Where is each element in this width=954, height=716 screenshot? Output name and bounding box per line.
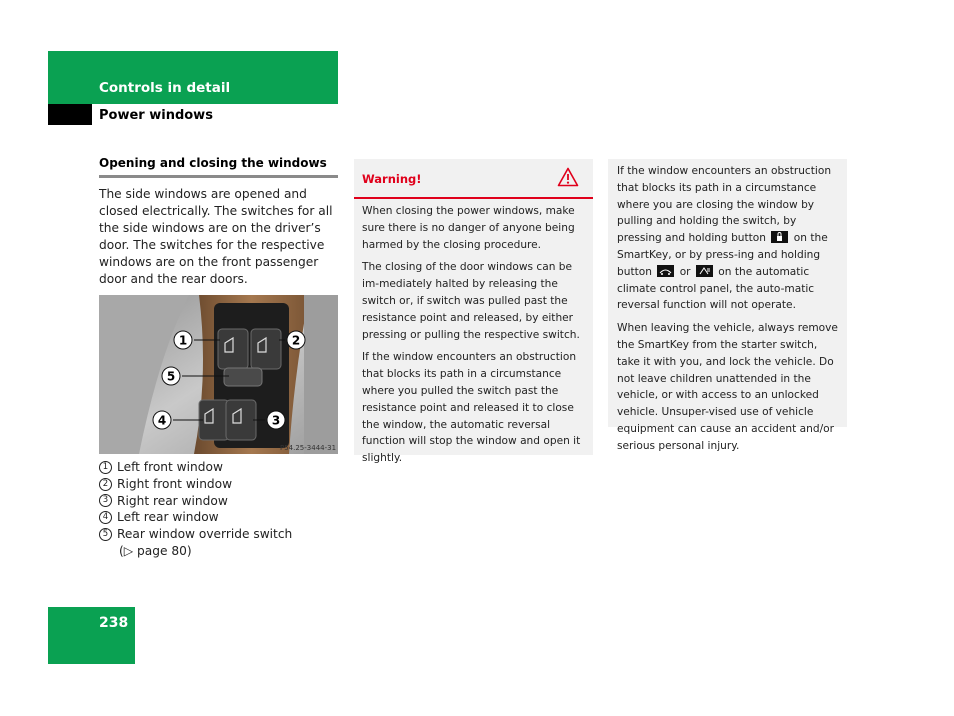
page-reference-link[interactable]: (▷ page 80) xyxy=(119,543,192,558)
legend-number: 1 xyxy=(99,461,112,474)
legend-item xyxy=(99,476,338,493)
warning-body xyxy=(362,203,587,473)
subsection-title: Power windows xyxy=(99,108,213,123)
warning-triangle-icon xyxy=(557,167,579,187)
header-band xyxy=(48,51,338,104)
legend-number: 3 xyxy=(99,494,112,507)
text-segment: on the SmartKey, or by press-ing and holding button xyxy=(617,232,828,278)
intro-paragraph: The side windows are opened and closed electrically. The switches for all the side windows are on the driver’s door. The switches for the respective windows are on the front passenger door and the rear doors. xyxy=(99,187,333,286)
legend-text: Left front window xyxy=(117,460,223,474)
warning-header xyxy=(354,159,593,199)
warning-box xyxy=(354,159,593,465)
legend-number: 4 xyxy=(99,511,112,524)
warning-paragraph: If the window encounters an obstruction that blocks its path in a circumstance where you pulled the switch past the resistance point and released it to close the window, the automatic reversal function will stop the window and open it slightly. xyxy=(362,351,581,465)
legend-number: 2 xyxy=(99,478,112,491)
legend-number: 5 xyxy=(99,528,112,541)
air-recirculation-button-icon xyxy=(696,265,713,277)
callout-5: 5 xyxy=(166,369,176,384)
text-segment: If the window encounters an obstruction that blocks its path in a circumstance where you are closing the window by pulling and holding the switch, by pressing and holding button xyxy=(617,165,832,245)
power-window-switch-figure xyxy=(99,295,338,454)
section-title: Controls in detail xyxy=(99,80,231,96)
legend-item xyxy=(99,509,338,526)
figure-legend xyxy=(99,459,338,560)
warning-paragraph: The closing of the door windows can be im-mediately halted by releasing the switch or, if switch was pulled past the resistance point and released, by either pressing or pulling the respective switch. xyxy=(362,261,580,341)
legend-item xyxy=(99,459,338,476)
text-segment: on the automatic climate control panel, the auto-matic reversal function will not operate. xyxy=(617,265,815,312)
warning-title: Warning! xyxy=(362,172,422,186)
summer-opening-button-icon xyxy=(657,265,674,277)
legend-text: Right front window xyxy=(117,476,233,491)
section-marker xyxy=(48,104,92,125)
legend-text: Rear window override switch xyxy=(117,527,293,542)
legend-item xyxy=(99,493,338,510)
callout-1: 1 xyxy=(178,333,188,348)
callout-4: 4 xyxy=(157,413,167,428)
page-number: 238 xyxy=(99,615,129,631)
continuation-body xyxy=(617,163,841,461)
text-segment: or xyxy=(679,265,691,278)
callout-2: 2 xyxy=(291,333,301,348)
callout-3: 3 xyxy=(271,413,281,428)
warning-continuation-box xyxy=(608,159,847,452)
leaving-vehicle-paragraph: When leaving the vehicle, always remove the SmartKey from the starter switch, take it with you, and lock the vehicle. Do not leave children unattended in the vehicle, or with access to an unlocked vehicle. Unsuper-vised use of vehicle equipment can cause an accident and/or serious personal injury. xyxy=(617,322,838,452)
legend-item xyxy=(99,526,338,543)
column-heading: Opening and closing the windows xyxy=(99,156,338,178)
smartkey-lock-button-icon xyxy=(771,231,788,243)
legend-text: Left rear window xyxy=(117,510,219,525)
obstruction-paragraph xyxy=(617,163,841,314)
warning-paragraph: When closing the power windows, make sure there is no danger of anyone being harmed by the closing procedure. xyxy=(362,205,575,251)
legend-text: Right rear window xyxy=(117,493,228,508)
figure-code: P54.25-3444-31 xyxy=(280,444,337,452)
